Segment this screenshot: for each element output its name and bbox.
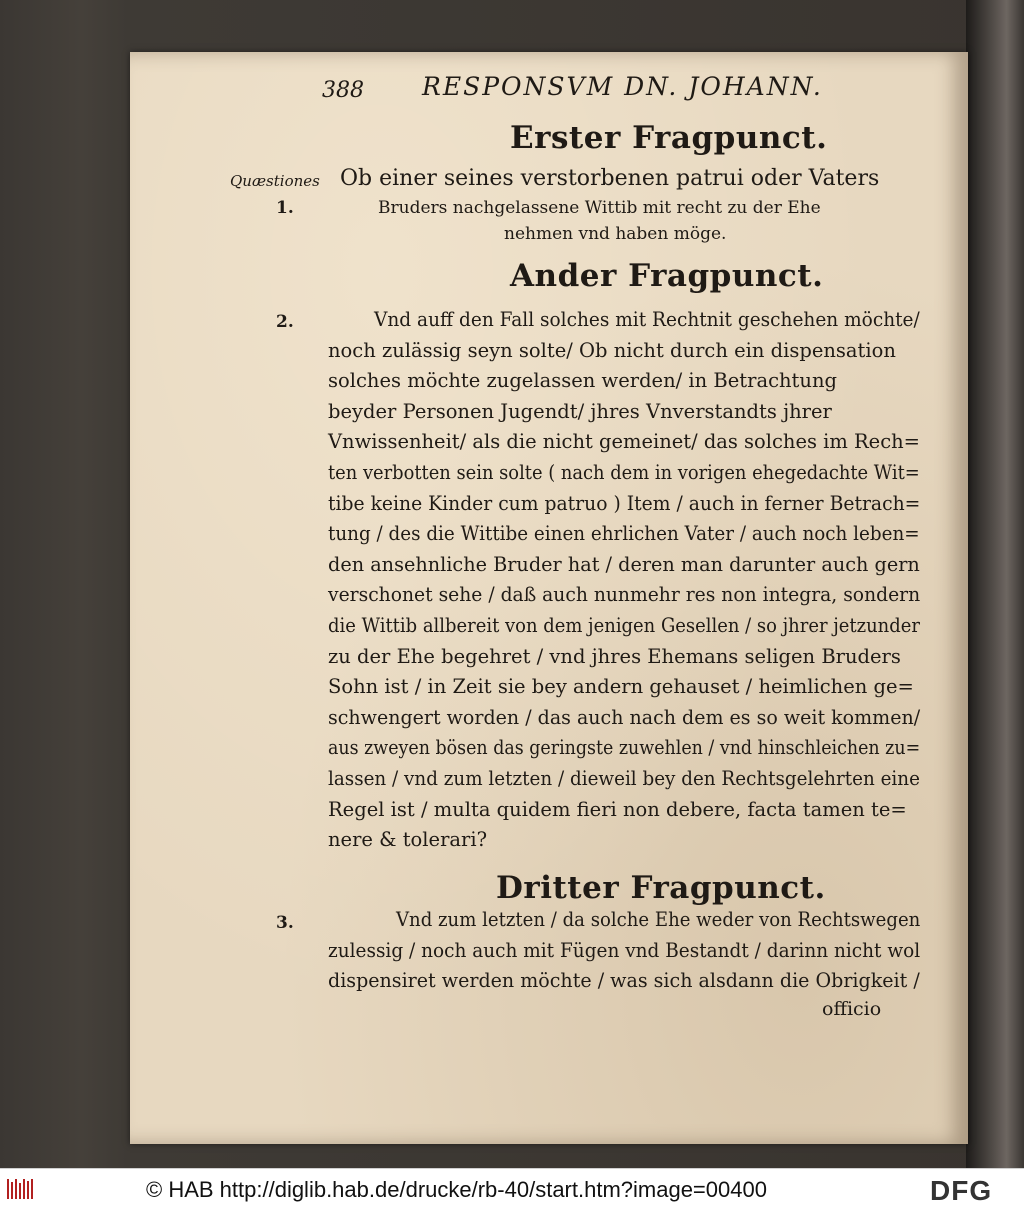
q2-line: den ansehnliche Bruder hat / deren man darunter auch gern [328, 552, 920, 576]
question-number-2: 2. [276, 312, 294, 332]
q2-line: lassen / vnd zum letzten / dieweil bey den Rechtsgelehrten eine [328, 767, 920, 790]
q2-line: zu der Ehe begehret / vnd jhres Ehemans seligen Bruders [328, 644, 901, 668]
q1-line: Ob einer seines verstorbenen patrui oder Vaters [340, 166, 880, 191]
dfg-logo: DFG [930, 1175, 993, 1206]
q2-line: tung / des die Wittibe einen ehrlichen Vater / auch noch leben= [328, 522, 920, 546]
heading-first-question: Erster Fragpunct. [510, 120, 828, 156]
q2-line: aus zweyen bösen das geringste zuwehlen / vnd hinschleichen zu= [328, 736, 921, 760]
q2-line: Sohn ist / in Zeit sie bey andern gehauset / heimlichen ge= [328, 675, 914, 699]
book-edge [966, 0, 1024, 1168]
q2-line: die Wittib allbereit von dem jenigen Gesellen / so jhrer jetzunder [328, 614, 920, 637]
q2-line: noch zulässig seyn solte/ Ob nicht durch ein dispensation [328, 338, 896, 362]
hab-logo-icon [6, 1177, 36, 1201]
heading-second-question: Ander Fragpunct. [510, 258, 824, 294]
q2-line: Vnwissenheit/ als die nicht gemeinet/ das solches im Rech= [328, 430, 920, 454]
page-number: 388 [322, 78, 364, 103]
q2-line: Regel ist / multa quidem fieri non debere, facta tamen te= [328, 797, 907, 821]
q3-line: dispensiret werden möchte / was sich alsdann die Obrigkeit / [328, 969, 920, 992]
q1-line: Bruders nachgelassene Wittib mit recht zu der Ehe [378, 198, 821, 218]
q1-line: nehmen vnd haben möge. [504, 224, 727, 244]
q2-line: ten verbotten sein solte ( nach dem in vorigen ehegedachte Wit= [328, 461, 920, 484]
question-number-1: 1. [276, 198, 294, 218]
q2-line: nere & tolerari? [328, 828, 488, 852]
footer-bar [0, 1168, 1024, 1210]
q2-line: verschonet sehe / daß auch nunmehr res non integra, sondern [328, 583, 921, 607]
citation-link[interactable]: © HAB http://diglib.hab.de/drucke/rb-40/start.htm?image=00400 [146, 1177, 767, 1202]
q2-line: tibe keine Kinder cum patruo ) Item / auch in ferner Betrach= [328, 491, 921, 515]
q3-line: zulessig / noch auch mit Fügen vnd Bestandt / darinn nicht wol [328, 938, 921, 962]
question-number-3: 3. [276, 913, 294, 933]
book-page [130, 52, 968, 1144]
margin-note: Quæstiones [230, 172, 320, 190]
catchword: officio [822, 998, 882, 1020]
q2-line: solches möchte zugelassen werden/ in Betrachtung [328, 369, 837, 393]
q2-line: schwengert worden / das auch nach dem es so weit kommen/ [328, 705, 921, 729]
q3-line: Vnd zum letzten / da solche Ehe weder von Rechtswegen [396, 908, 921, 931]
running-head: RESPONSVM DN. JOHANN. [422, 72, 823, 101]
q2-line: beyder Personen Jugendt/ jhres Vnverstandts jhrer [328, 399, 832, 423]
heading-third-question: Dritter Fragpunct. [496, 870, 826, 906]
q2-line: Vnd auff den Fall solches mit Rechtnit geschehen möchte/ [374, 308, 920, 331]
